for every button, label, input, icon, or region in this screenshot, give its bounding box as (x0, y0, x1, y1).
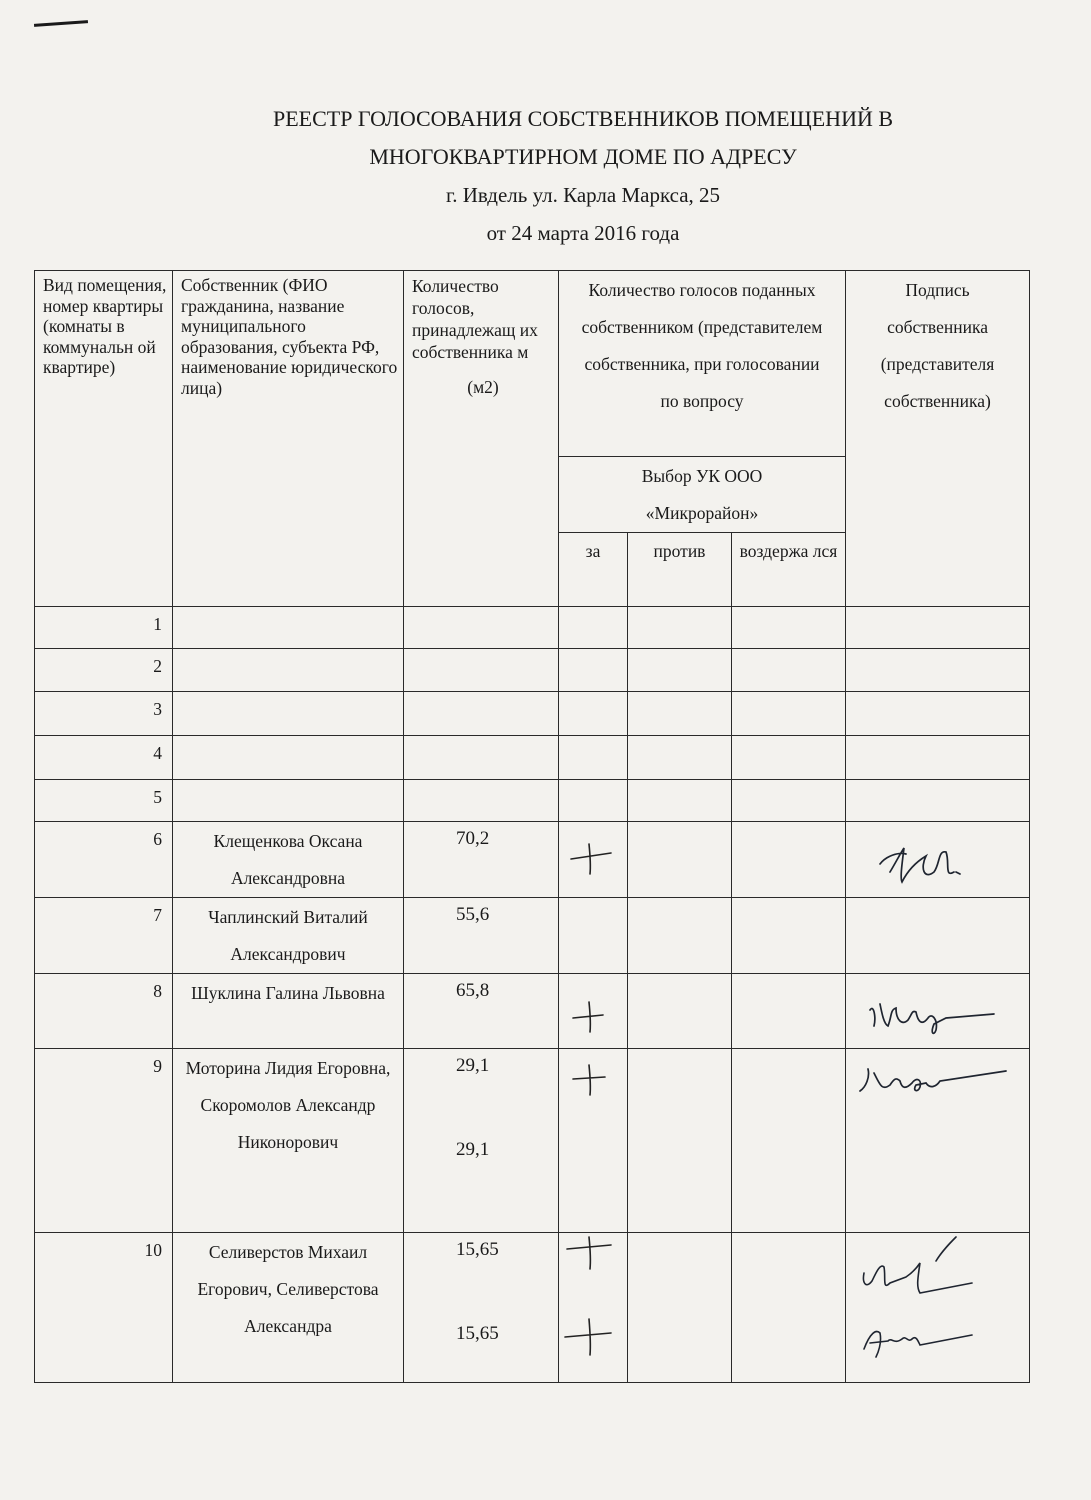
vote-count: 55,6 (404, 898, 559, 974)
vote-abstain-cell (732, 974, 846, 1049)
vote-for-cell (559, 898, 628, 974)
vote-for-cell (559, 1233, 628, 1383)
row-number: 6 (35, 822, 173, 898)
table-row (35, 822, 1030, 898)
vote-for-cell (559, 822, 628, 898)
owner-name: Чаплинский Виталий Александрович (173, 898, 404, 974)
signature-cell (846, 736, 1030, 780)
table-row (35, 898, 1030, 974)
table-row (35, 974, 1030, 1049)
signature-cell (846, 1049, 1030, 1233)
owner-name (173, 780, 404, 822)
table-row (35, 649, 1030, 692)
signature-icon (846, 974, 1030, 1048)
vote-against-cell (628, 974, 732, 1049)
col-header-premises: Вид помещения, номер квартиры (комнаты в коммунальн ой квартире) (35, 271, 173, 607)
vote-abstain-cell (732, 607, 846, 649)
signature-cell (846, 974, 1030, 1049)
vote-count (404, 780, 559, 822)
row-number: 5 (35, 780, 173, 822)
owner-name: Шуклина Галина Львовна (173, 974, 404, 1049)
table-row (35, 607, 1030, 649)
title-line-1: РЕЕСТР ГОЛОСОВАНИЯ СОБСТВЕННИКОВ ПОМЕЩЕНИЙ В (272, 106, 894, 131)
vote-against-cell (628, 780, 732, 822)
signature-cell (846, 898, 1030, 974)
owner-name (173, 736, 404, 780)
col-header-question: Выбор УК ООО «Микрорайон» (559, 457, 846, 533)
vote-count (404, 607, 559, 649)
vote-count (404, 736, 559, 780)
vote-against-cell (628, 1049, 732, 1233)
col-header-signature: Подпись собственника (представителя собственника) (846, 271, 1030, 607)
table-row (35, 1233, 1030, 1383)
vote-count (404, 692, 559, 736)
vote-against-cell (628, 898, 732, 974)
date: от 24 марта 2016 года (486, 221, 680, 245)
title-line-2: МНОГОКВАРТИРНОМ ДОМЕ ПО АДРЕСУ (369, 144, 797, 169)
vote-count (404, 1049, 559, 1233)
vote-abstain-cell (732, 1233, 846, 1383)
row-number: 1 (35, 607, 173, 649)
col-header-votes-label: Количество голосов, принадлежащ их собственника м (412, 276, 538, 362)
vote-for-cell (559, 649, 628, 692)
vote-count-2: 29,1 (456, 1139, 490, 1160)
vote-against-cell (628, 736, 732, 780)
vote-abstain-cell (732, 692, 846, 736)
vote-for-cell (559, 736, 628, 780)
corner-mark (34, 20, 88, 27)
row-number: 9 (35, 1049, 173, 1233)
signature-cell (846, 1233, 1030, 1383)
owner-name: Клещенкова Оксана Александровна (173, 822, 404, 898)
signature-icon (846, 1049, 1030, 1109)
owner-name: Моторина Лидия Егоровна, Скоромолов Александр Никонорович (173, 1049, 404, 1233)
col-header-votes-unit: (м2) (467, 377, 499, 397)
vote-count: 70,2 (404, 822, 559, 898)
signature-icon (846, 1233, 1030, 1381)
vote-against-cell (628, 692, 732, 736)
table-row (35, 1049, 1030, 1233)
vote-against-cell (628, 649, 732, 692)
plus-mark-icon (559, 974, 627, 1046)
signature-cell (846, 649, 1030, 692)
signature-icon (846, 822, 1030, 896)
vote-against-cell (628, 1233, 732, 1383)
row-number: 2 (35, 649, 173, 692)
col-header-against: против (628, 533, 732, 607)
vote-abstain-cell (732, 736, 846, 780)
col-header-for: за (559, 533, 628, 607)
table-row (35, 736, 1030, 780)
vote-count-1: 15,65 (456, 1239, 499, 1260)
owner-name (173, 649, 404, 692)
table-row (35, 692, 1030, 736)
row-number: 4 (35, 736, 173, 780)
vote-against-cell (628, 822, 732, 898)
vote-abstain-cell (732, 822, 846, 898)
owner-name (173, 692, 404, 736)
signature-cell (846, 692, 1030, 736)
vote-abstain-cell (732, 898, 846, 974)
vote-for-cell (559, 1049, 628, 1233)
voting-register-table (34, 270, 1030, 1383)
address: г. Ивдель ул. Карла Маркса, 25 (445, 183, 721, 207)
vote-against-cell (628, 607, 732, 649)
vote-for-cell (559, 692, 628, 736)
plus-mark-icon (559, 1233, 627, 1373)
table-row (35, 780, 1030, 822)
signature-cell (846, 780, 1030, 822)
owner-name: Селиверстов Михаил Егорович, Селиверстова Александра (173, 1233, 404, 1383)
plus-mark-icon (559, 1049, 627, 1109)
document-header (0, 100, 1091, 252)
row-number: 10 (35, 1233, 173, 1383)
owner-name (173, 607, 404, 649)
vote-abstain-cell (732, 1049, 846, 1233)
vote-for-cell (559, 607, 628, 649)
vote-abstain-cell (732, 780, 846, 822)
vote-abstain-cell (732, 649, 846, 692)
vote-for-cell (559, 780, 628, 822)
col-header-votes (404, 271, 559, 607)
vote-for-cell (559, 974, 628, 1049)
row-number: 7 (35, 898, 173, 974)
col-header-owner: Собственник (ФИО гражданина, название муниципального образования, субъекта РФ, наименование юридического лица) (173, 271, 404, 607)
signature-cell (846, 822, 1030, 898)
row-number: 8 (35, 974, 173, 1049)
vote-count-2: 15,65 (456, 1323, 499, 1344)
vote-count-1: 29,1 (456, 1055, 490, 1076)
plus-mark-icon (559, 822, 627, 892)
vote-count (404, 649, 559, 692)
vote-count (404, 1233, 559, 1383)
col-header-cast: Количество голосов поданных собственником (представителем собственника, при голосовании по вопросу (559, 271, 846, 457)
vote-count: 65,8 (404, 974, 559, 1049)
row-number: 3 (35, 692, 173, 736)
signature-cell (846, 607, 1030, 649)
col-header-abstain: воздержа лся (732, 533, 846, 607)
